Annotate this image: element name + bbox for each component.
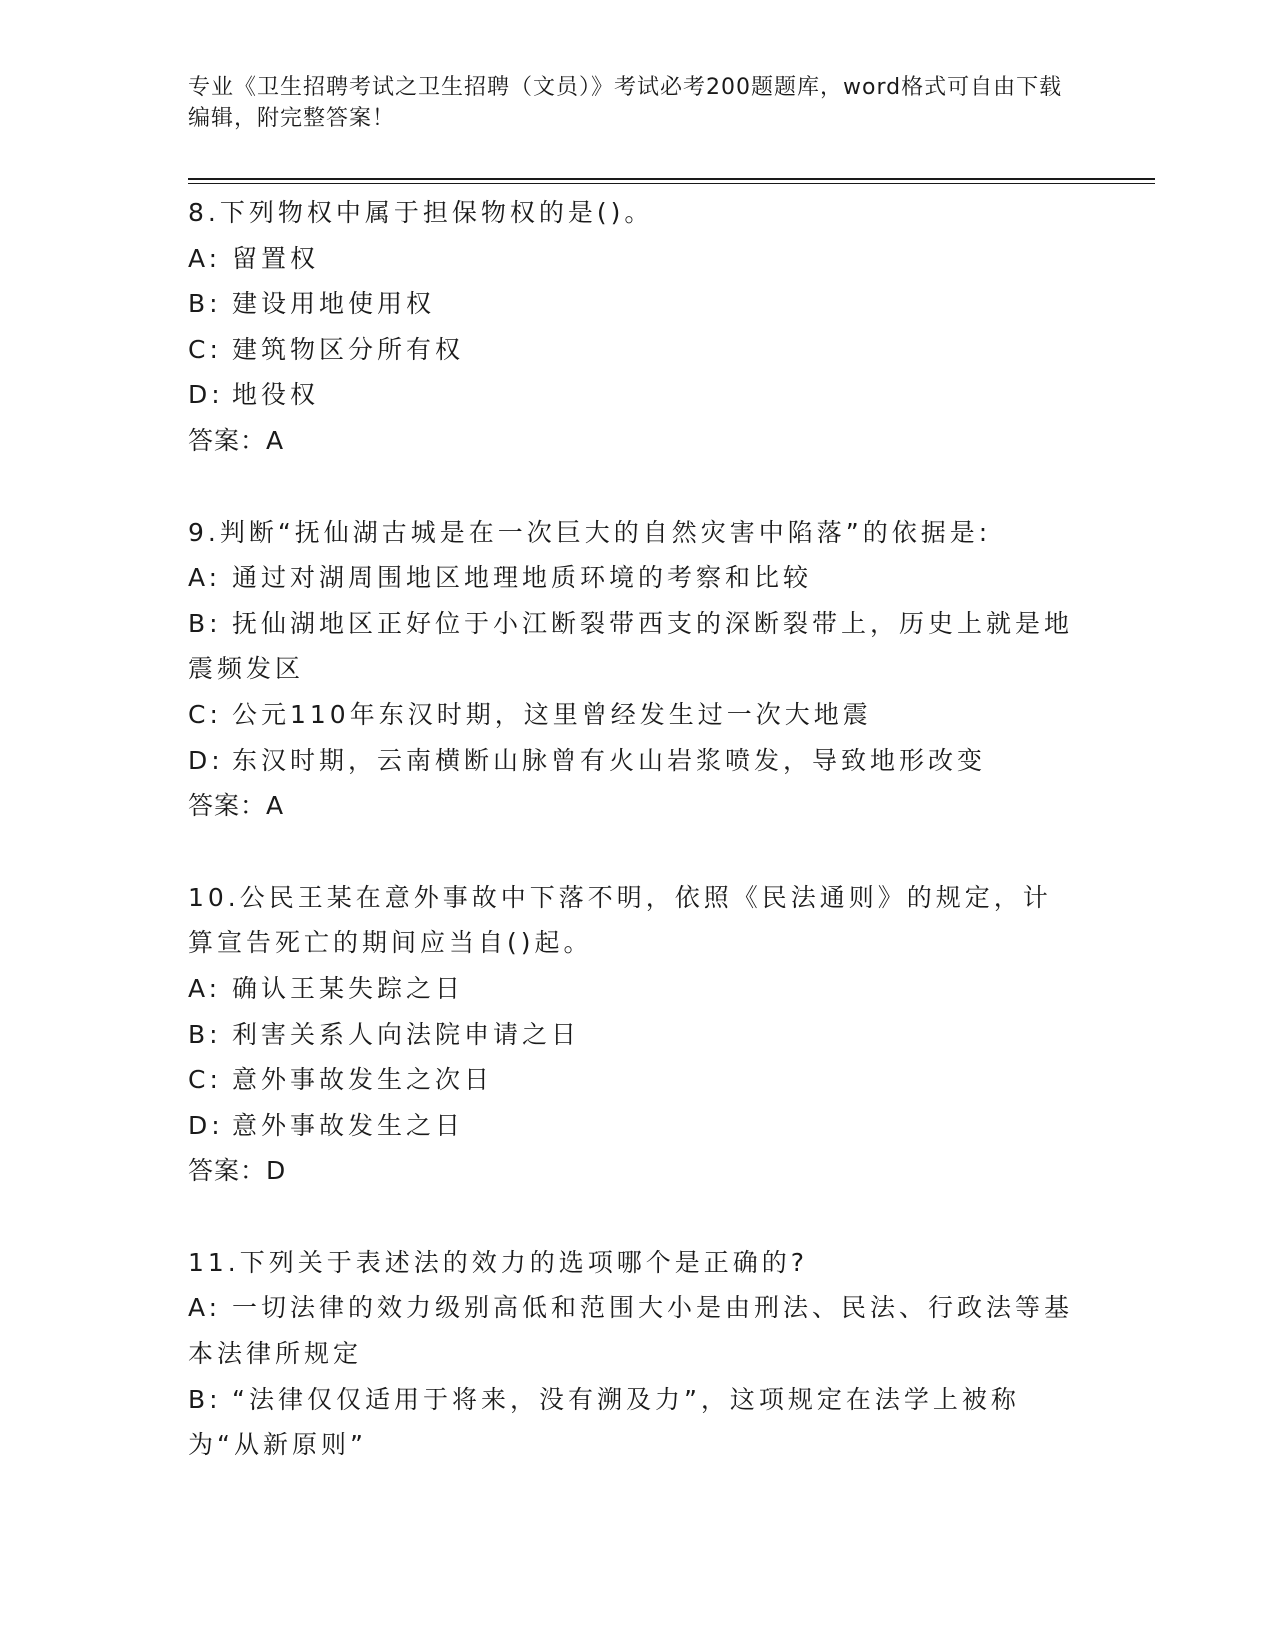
- option-label: B:: [188, 608, 222, 638]
- option-d: [188, 738, 1073, 784]
- option-text: 建筑物区分所有权: [232, 334, 465, 364]
- option-text: 通过对湖周围地区地理地质环境的考察和比较: [232, 563, 813, 593]
- option-text: 留置权: [232, 243, 320, 273]
- document-header: 专业《卫生招聘考试之卫生招聘（文员）》考试必考200题题库，word格式可自由下载编辑，附完整答案！: [188, 75, 1063, 131]
- question-stem: 10.公民王某在意外事故中下落不明，依照《民法通则》的规定，计算宣告死亡的期间应当自()起。: [188, 882, 1052, 958]
- option-label: D:: [188, 1110, 224, 1140]
- option-text: 确认王某失踪之日: [232, 973, 465, 1003]
- question-8: [188, 190, 1073, 464]
- option-label: D:: [188, 745, 224, 775]
- option-label: D:: [188, 380, 224, 410]
- option-label: B:: [188, 289, 222, 319]
- question-stem: 11.下列关于表述法的效力的选项哪个是正确的?: [188, 1247, 809, 1277]
- question-list: [188, 190, 1073, 1514]
- option-c: [188, 1057, 1073, 1103]
- header-divider-thin: [188, 183, 1155, 184]
- option-text: 抚仙湖地区正好位于小江断裂带西支的深断裂带上，历史上就是地震频发区: [188, 608, 1074, 684]
- option-label: A:: [188, 1293, 222, 1323]
- option-d: [188, 1103, 1073, 1149]
- option-a: [188, 1285, 1073, 1376]
- option-text: 意外事故发生之次日: [232, 1065, 494, 1095]
- option-a: [188, 555, 1073, 601]
- header-divider-thick: [188, 178, 1155, 180]
- option-text: 建设用地使用权: [232, 289, 436, 319]
- option-label: B:: [188, 1019, 222, 1049]
- option-text: “法律仅仅适用于将来，没有溯及力”，这项规定在法学上被称为“从新原则”: [188, 1384, 1020, 1460]
- option-text: 利害关系人向法院申请之日: [232, 1019, 581, 1049]
- option-label: C:: [188, 699, 222, 729]
- answer-line: 答案：A: [188, 791, 285, 821]
- question-10: [188, 875, 1073, 1194]
- option-text: 东汉时期，云南横断山脉曾有火山岩浆喷发，导致地形改变: [232, 745, 987, 775]
- option-label: A:: [188, 563, 222, 593]
- question-stem: 8.下列物权中属于担保物权的是()。: [188, 198, 654, 227]
- option-text: 意外事故发生之日: [232, 1110, 465, 1140]
- option-text: 一切法律的效力级别高低和范围大小是由刑法、民法、行政法等基本法律所规定: [188, 1293, 1074, 1369]
- question-stem: 9.判断“抚仙湖古城是在一次巨大的自然灾害中陷落”的依据是:: [188, 517, 992, 547]
- option-b: [188, 601, 1073, 692]
- question-11: [188, 1240, 1073, 1468]
- question-9: [188, 510, 1073, 829]
- option-label: A:: [188, 243, 222, 273]
- option-label: A:: [188, 973, 222, 1003]
- answer-line: 答案：A: [188, 425, 285, 455]
- option-c: [188, 327, 1073, 373]
- option-c: [188, 692, 1073, 738]
- option-label: C:: [188, 334, 222, 364]
- option-a: [188, 236, 1073, 282]
- option-text: 地役权: [232, 380, 320, 410]
- option-text: 公元110年东汉时期，这里曾经发生过一次大地震: [232, 699, 872, 729]
- answer-line: 答案：D: [188, 1156, 287, 1186]
- option-b: [188, 281, 1073, 327]
- option-label: B:: [188, 1384, 222, 1414]
- option-a: [188, 966, 1073, 1012]
- option-b: [188, 1377, 1073, 1468]
- option-b: [188, 1012, 1073, 1058]
- option-d: [188, 372, 1073, 418]
- option-label: C:: [188, 1065, 222, 1095]
